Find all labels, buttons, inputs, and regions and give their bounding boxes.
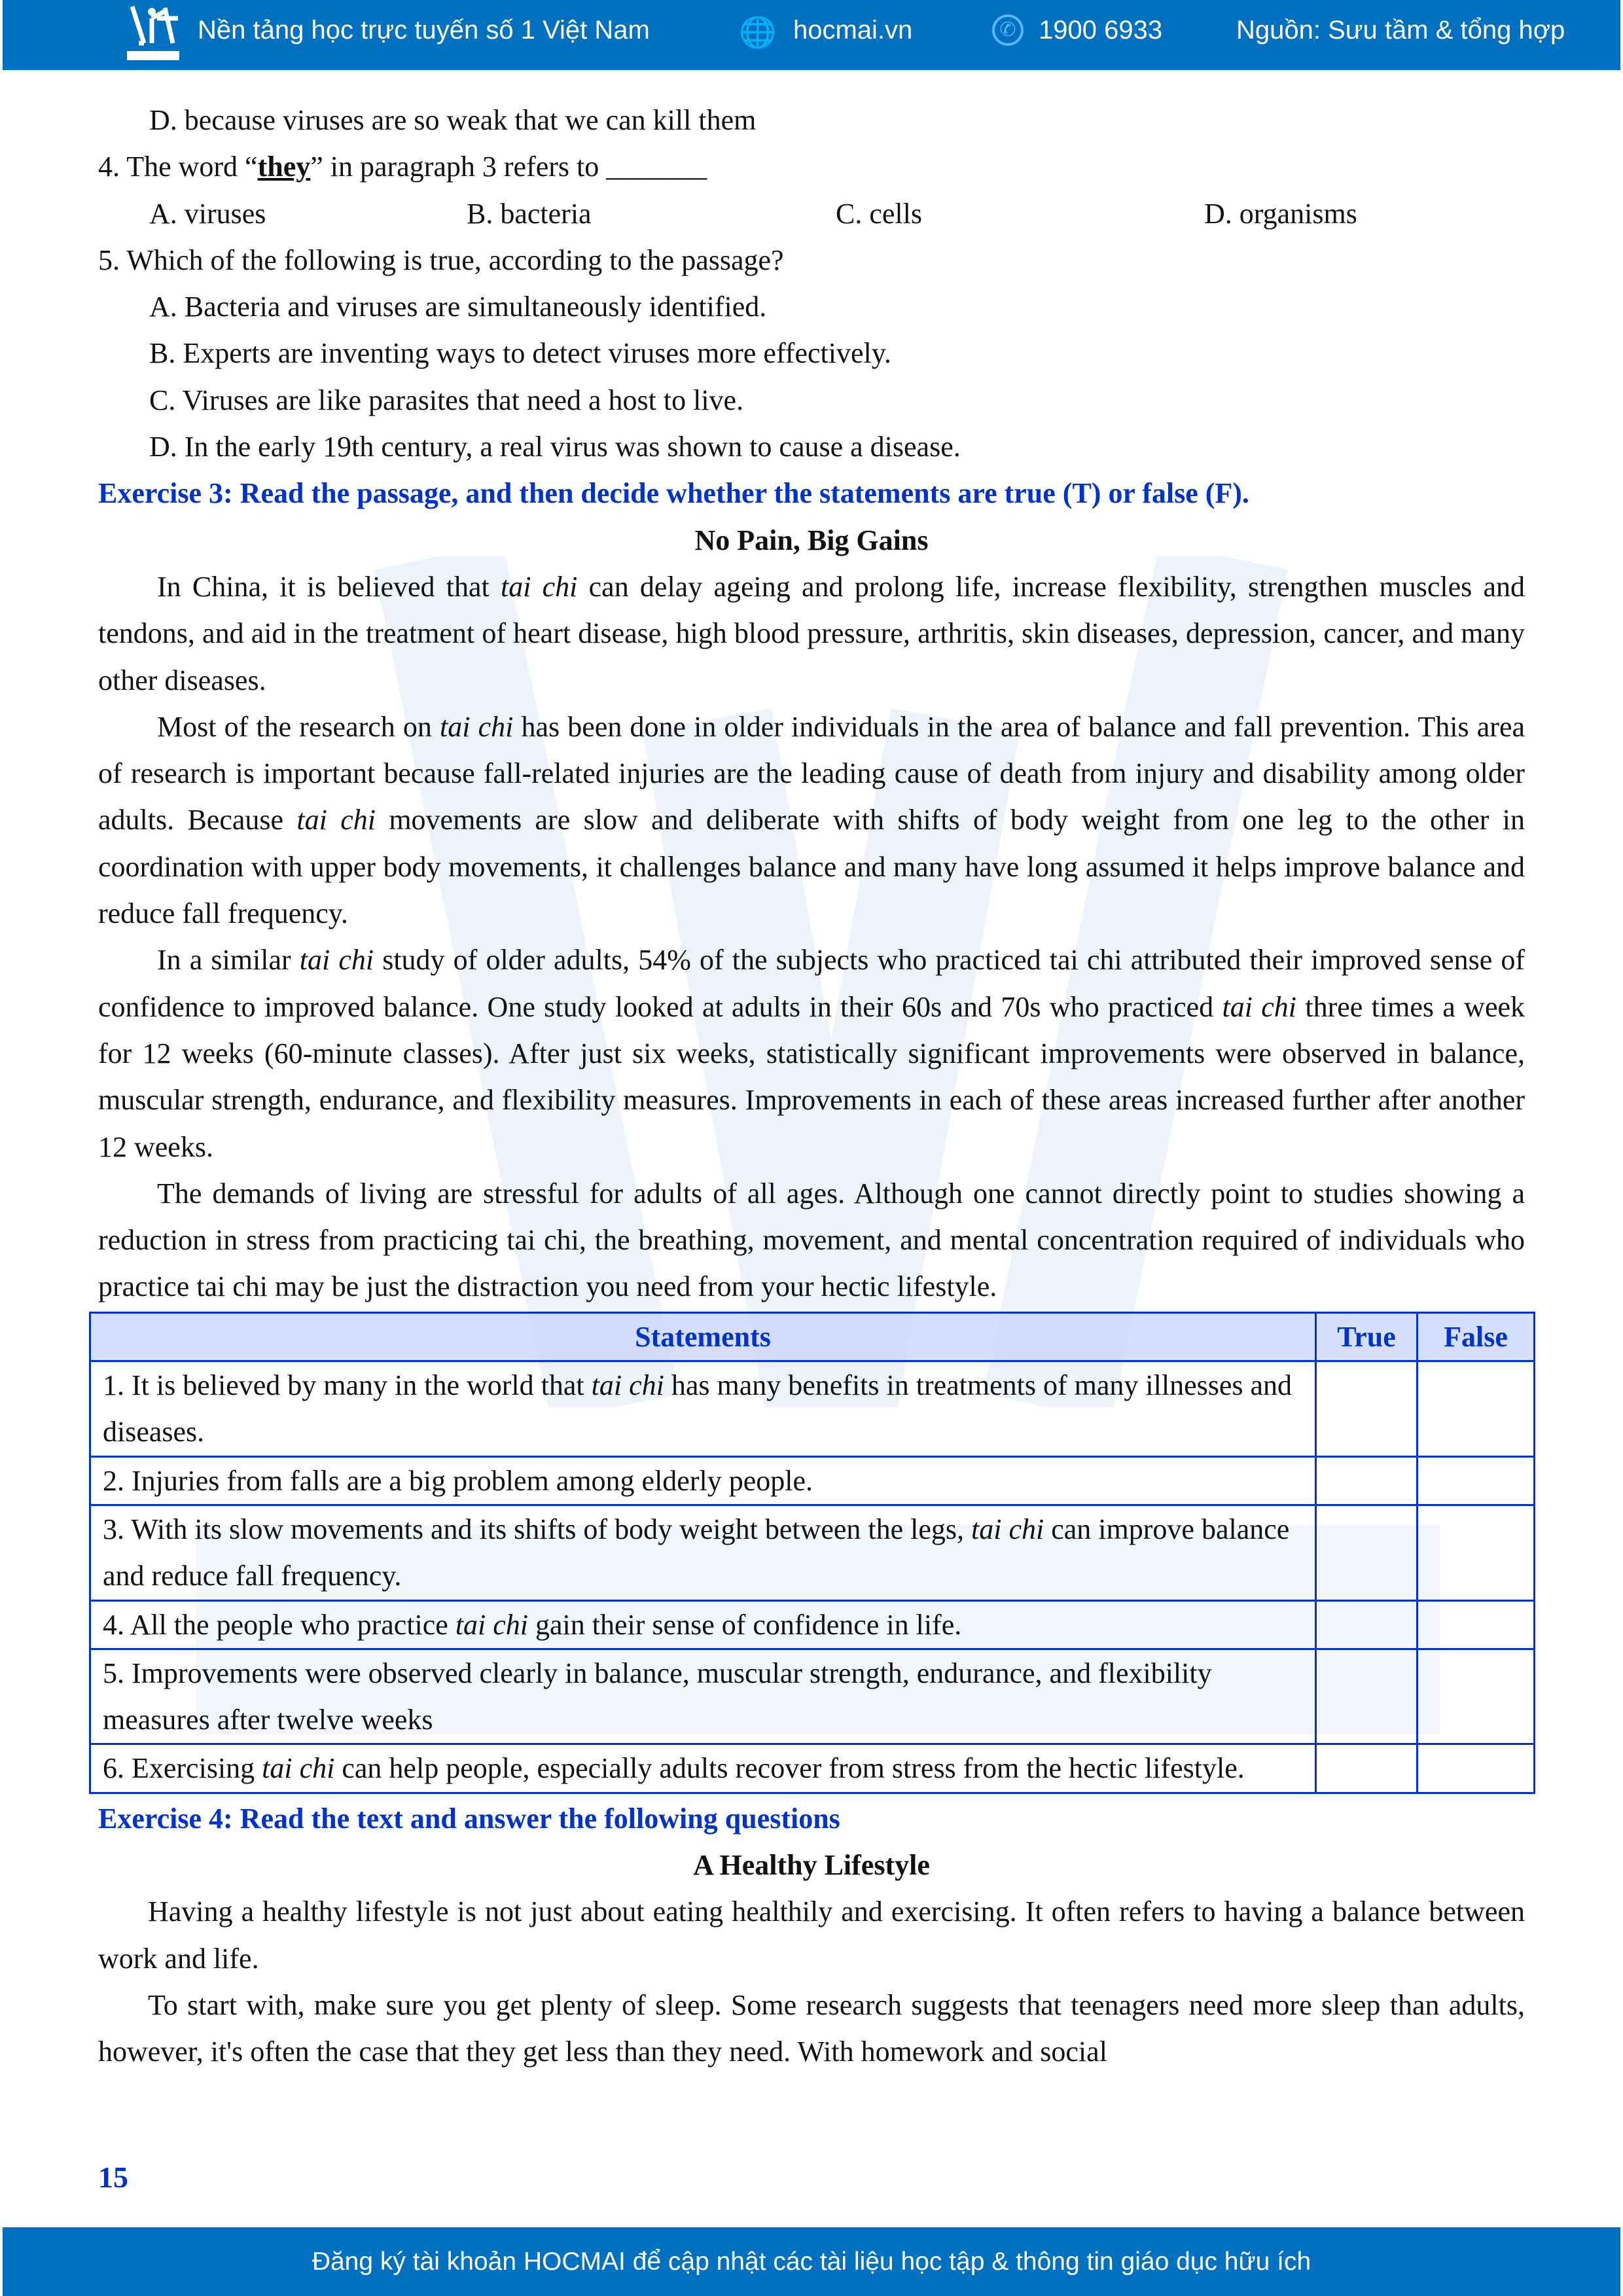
statement-4	[90, 1600, 1316, 1649]
text-segment: 6. Exercising	[103, 1752, 262, 1785]
passage-paragraph-4	[98, 1170, 1525, 1310]
false-cell[interactable]	[1418, 1649, 1535, 1744]
phone-number: 1900 6933	[1039, 16, 1163, 45]
q5-option-d: D. In the early 19th century, a real virus was shown to cause a disease.	[149, 431, 961, 463]
true-cell[interactable]	[1316, 1649, 1418, 1744]
text-segment: In China, it is believed that	[157, 570, 501, 603]
footer-text[interactable]: Đăng ký tài khoản HOCMAI để cập nhật các tài liệu học tập & thông tin giáo dục hữu ích	[312, 2248, 1311, 2276]
passage-paragraph-1	[98, 564, 1525, 704]
table-row	[90, 1456, 1535, 1505]
header-true: True	[1316, 1312, 1418, 1361]
header-source: Nguồn: Sưu tầm & tổng hợp	[1236, 16, 1565, 45]
italic-term: tai chi	[1222, 990, 1297, 1023]
false-cell[interactable]	[1418, 1456, 1535, 1505]
true-cell[interactable]	[1316, 1744, 1418, 1793]
true-cell[interactable]	[1316, 1361, 1418, 1457]
q4-option-b: B. bacteria	[467, 197, 592, 230]
statement-6	[90, 1744, 1316, 1793]
italic-term: tai chi	[440, 710, 514, 743]
hocmai-logo-icon	[126, 5, 185, 60]
document-body	[98, 97, 1525, 2075]
footer-bar	[3, 2227, 1620, 2296]
text-segment: 1. It is believed by many in the world that	[103, 1369, 592, 1402]
statement-3	[90, 1505, 1316, 1600]
q5-option-b: B. Experts are inventing ways to detect viruses more effectively.	[149, 337, 891, 370]
page-number: 15	[98, 2161, 128, 2194]
true-cell[interactable]	[1316, 1456, 1418, 1505]
q4-option-d: D. organisms	[1204, 197, 1357, 230]
text-segment: The demands of living are stressful for adults of all ages. Although one cannot directly point to studies showing a reduction in stress from practicing tai chi, the breathing, movement, and mental concentration required of individuals who practice tai chi may be just the distraction you need from your hectic lifestyle.	[98, 1177, 1525, 1303]
table-row	[90, 1361, 1535, 1457]
table-header-row	[90, 1312, 1535, 1361]
false-cell[interactable]	[1418, 1505, 1535, 1600]
true-false-table	[89, 1312, 1535, 1794]
false-cell[interactable]	[1418, 1361, 1535, 1457]
true-cell[interactable]	[1316, 1505, 1418, 1600]
text-segment: can improve balance and reduce fall frequency.	[103, 1513, 1290, 1592]
exercise3-title: No Pain, Big Gains	[694, 524, 929, 556]
exercise4-paragraph-1: Having a healthy lifestyle is not just about eating healthily and exercising. It often refers to having a balance between work and life.	[98, 1895, 1525, 1975]
q3-option-d: D. because viruses are so weak that we can kill them	[149, 104, 757, 136]
q5-question: 5. Which of the following is true, according to the passage?	[98, 243, 784, 276]
emphasized-word: they	[257, 151, 311, 183]
q5-option-a: A. Bacteria and viruses are simultaneously identified.	[149, 291, 767, 323]
q4-options	[98, 190, 1525, 237]
italic-term: tai chi	[455, 1608, 529, 1641]
exercise3-heading: Exercise 3: Read the passage, and then decide whether the statements are true (T) or false (F).	[98, 477, 1249, 510]
italic-term: tai chi	[262, 1752, 335, 1785]
exercise4-heading: Exercise 4: Read the text and answer the following questions	[98, 1802, 840, 1835]
text-segment: can delay ageing and prolong life, increase flexibility, strengthen muscles and tendons, and aid in the treatment of heart disease, high blood pressure, arthritis, skin diseases, depression, cancer, and many other diseases.	[98, 570, 1525, 696]
q4-option-c: C. cells	[836, 197, 922, 230]
phone-icon: ✆	[992, 14, 1024, 46]
italic-term: tai chi	[299, 944, 374, 977]
header-slogan: Nền tảng học trực tuyến số 1 Việt Nam	[198, 16, 650, 45]
italic-term: tai chi	[500, 570, 578, 603]
table-row	[90, 1744, 1535, 1793]
exercise4-paragraph-2: To start with, make sure you get plenty of sleep. Some research suggests that teenagers need more sleep than adults, however, it's often the case that they get less than they need. With homework and social	[98, 1988, 1525, 2068]
text-segment: 3. With its slow movements and its shifts of body weight between the legs,	[103, 1513, 972, 1545]
text-segment: study of older adults, 54% of the subjects who practiced tai chi attributed their improved sense of confidence to improved balance. One study looked at adults in their 60s and 70s who practiced	[98, 944, 1525, 1023]
italic-term: tai chi	[591, 1369, 664, 1402]
text-segment: has been done in older individuals in the area of balance and fall prevention. This area of research is important because fall-related injuries are the leading cause of death from injury and disability among older adults. Because	[98, 710, 1525, 836]
text-segment: has many benefits in treatments of many illnesses and diseases.	[103, 1369, 1293, 1448]
text-segment: 4. The word “	[98, 151, 258, 183]
passage-paragraph-2	[98, 704, 1525, 937]
text-segment: can help people, especially adults recover from stress from the hectic lifestyle.	[334, 1752, 1245, 1785]
statement-1	[90, 1361, 1316, 1457]
text-segment: movements are slow and deliberate with shifts of body weight from one leg to the other in coordination with upper body movements, it challenges balance and many have long assumed it helps improve balance and reduce fall frequency.	[98, 804, 1525, 930]
header-statements: Statements	[90, 1312, 1316, 1361]
exercise4-title: A Healthy Lifestyle	[693, 1848, 930, 1881]
text-segment: 5. Improvements were observed clearly in balance, muscular strength, endurance, and flexibility measures after twelve weeks	[103, 1657, 1212, 1736]
header-false: False	[1418, 1312, 1535, 1361]
passage-paragraph-3	[98, 937, 1525, 1170]
statement-5	[90, 1649, 1316, 1744]
q5-option-c: C. Viruses are like parasites that need a host to live.	[149, 384, 744, 416]
table-row	[90, 1505, 1535, 1600]
table-row	[90, 1600, 1535, 1649]
text-segment: ” in paragraph 3 refers to _______	[310, 151, 707, 183]
text-segment: 2. Injuries from falls are a big problem among elderly people.	[103, 1464, 813, 1497]
q4-option-a: A. viruses	[149, 197, 266, 230]
text-segment: 4. All the people who practice	[103, 1608, 455, 1641]
true-cell[interactable]	[1316, 1600, 1418, 1649]
website-link[interactable]: hocmai.vn	[793, 16, 913, 45]
text-segment: In a similar	[157, 944, 300, 977]
header-bar	[3, 0, 1620, 70]
table-row	[90, 1649, 1535, 1744]
false-cell[interactable]	[1418, 1744, 1535, 1793]
q4-question	[98, 143, 1525, 190]
false-cell[interactable]	[1418, 1600, 1535, 1649]
italic-term: tai chi	[971, 1513, 1044, 1545]
italic-term: tai chi	[296, 804, 376, 836]
statement-2	[90, 1456, 1316, 1505]
text-segment: three times a week for 12 weeks (60-minute classes). After just six weeks, statistically significant improvements were observed in balance, muscular strength, endurance, and flexibility measures. Improvements in each of these areas increased further after another 12 weeks.	[98, 990, 1525, 1163]
text-segment: Most of the research on	[157, 710, 440, 743]
globe-icon: 🌐	[739, 15, 777, 49]
text-segment: gain their sense of confidence in life.	[528, 1608, 962, 1641]
